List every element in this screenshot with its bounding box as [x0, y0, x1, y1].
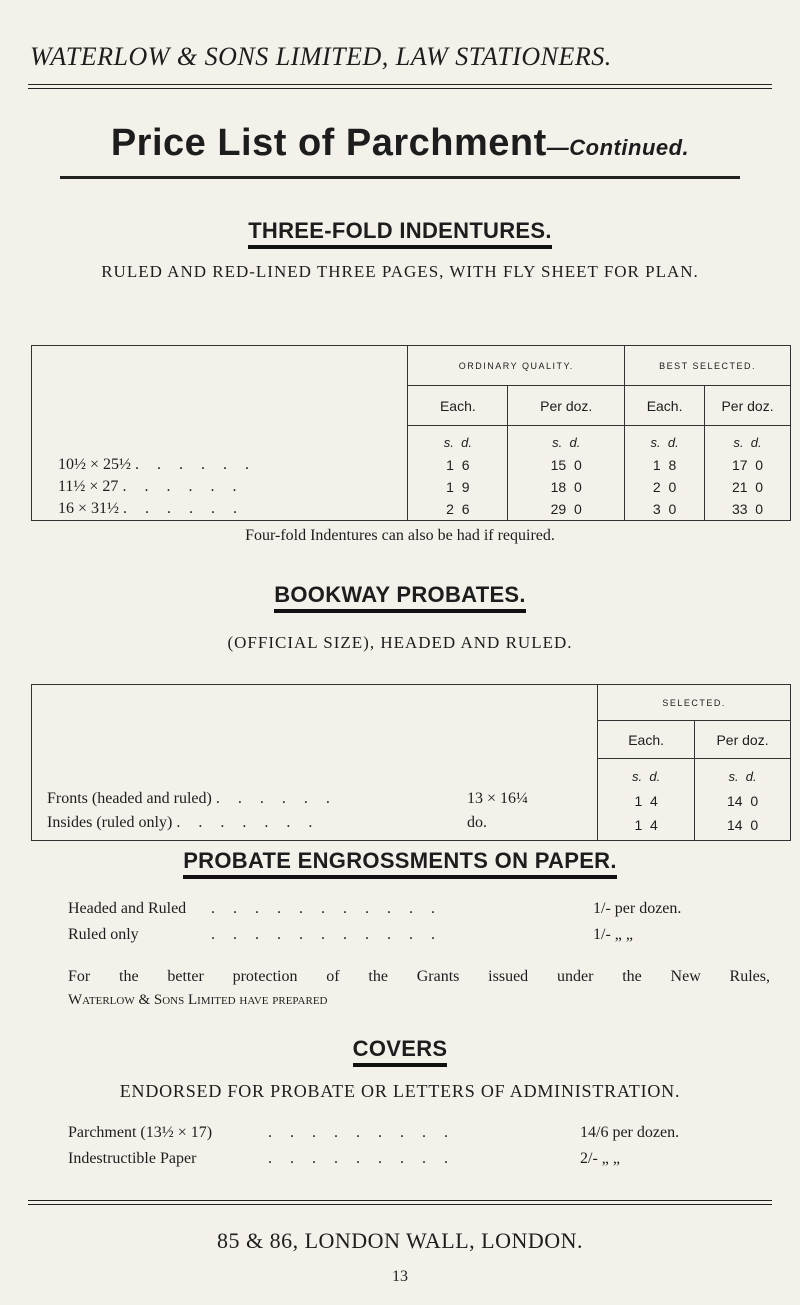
col-header-doz: Per doz.: [705, 386, 791, 426]
footer-rule-top: [28, 1200, 772, 1201]
col-header-doz: Per doz.: [508, 386, 625, 426]
protection-note-line1: For the better protection of the Grants issued under the New Rules,: [68, 968, 770, 985]
running-head: WATERLOW & SONS LIMITED, LAW STATIONERS.: [30, 42, 612, 71]
title-text: Price List of Parchment: [110, 122, 547, 164]
bookway-price-table: [31, 684, 791, 841]
page-title: [0, 122, 800, 165]
head-rule-bottom: [28, 88, 772, 89]
col-header-each: Each.: [625, 386, 705, 426]
three-fold-price-table: [31, 345, 791, 521]
section-subheading-three-fold: RULED AND RED-LINED THREE PAGES, WITH FLY SHEET FOR PLAN.: [101, 262, 699, 281]
selected-each-cell: s. d. 1 4 1 4: [598, 759, 695, 841]
sizes-cell: [32, 426, 408, 521]
section-heading-three-fold: THREE-FOLD INDENTURES.: [0, 218, 800, 249]
col-group-ordinary: ORDINARY QUALITY.: [408, 346, 625, 386]
table-corner: [32, 685, 598, 759]
protection-note-line2: Waterlow & Sons Limited have prepared: [68, 992, 328, 1008]
col-group-selected: SELECTED.: [598, 685, 791, 721]
probate-items-cell: [32, 759, 598, 841]
list-item: Parchment (13½ × 17) . . . . . . . . . 14/6 per dozen.: [68, 1124, 680, 1141]
col-header-doz: Per doz.: [695, 721, 791, 759]
ordinary-each-cell: s. d. 1 6 1 9 2 6: [408, 426, 508, 521]
col-header-each: Each.: [408, 386, 508, 426]
table-row: Fronts (headed and ruled) . . . . . . 13 × 16¼: [47, 789, 529, 807]
selected-doz-cell: s. d. 14 0 14 0: [695, 759, 791, 841]
four-fold-note: Four-fold Indentures can also be had if required.: [245, 527, 555, 544]
table-row: 10½ × 25½ . . . . . .: [58, 455, 257, 473]
table-row: Insides (ruled only) . . . . . . . do.: [47, 813, 487, 831]
list-item: Indestructible Paper . . . . . . . . . 2/- „ „: [68, 1150, 620, 1167]
best-doz-cell: s. d. 17 0 21 0 33 0: [705, 426, 791, 521]
table-row: 11½ × 27 . . . . . .: [58, 477, 244, 495]
head-rule-top: [28, 84, 772, 85]
section-subheading-bookway: (OFFICIAL SIZE), HEADED AND RULED.: [227, 633, 573, 652]
table-corner: [32, 346, 408, 426]
section-heading-covers: COVERS: [0, 1036, 800, 1067]
title-suffix: —Continued.: [546, 135, 690, 160]
footer-rule-bottom: [28, 1204, 772, 1205]
section-subheading-covers: ENDORSED FOR PROBATE OR LETTERS OF ADMINISTRATION.: [119, 1081, 681, 1101]
ordinary-doz-cell: s. d. 15 0 18 0 29 0: [508, 426, 625, 521]
publisher-address: 85 & 86, LONDON WALL, LONDON.: [216, 1228, 584, 1253]
col-header-each: Each.: [598, 721, 695, 759]
best-each-cell: s. d. 1 8 2 0 3 0: [625, 426, 705, 521]
section-heading-bookway: BOOKWAY PROBATES.: [0, 582, 800, 613]
col-group-best: BEST SELECTED.: [625, 346, 791, 386]
table-row: 16 × 31½ . . . . . .: [58, 499, 245, 517]
section-heading-engrossments: PROBATE ENGROSSMENTS ON PAPER.: [0, 848, 800, 879]
title-underline: [60, 176, 740, 179]
list-item: Ruled only . . . . . . . . . . . 1/- „ „: [68, 926, 633, 943]
list-item: Headed and Ruled . . . . . . . . . . . 1/- per dozen.: [68, 900, 682, 917]
page-number: 13: [392, 1268, 408, 1285]
